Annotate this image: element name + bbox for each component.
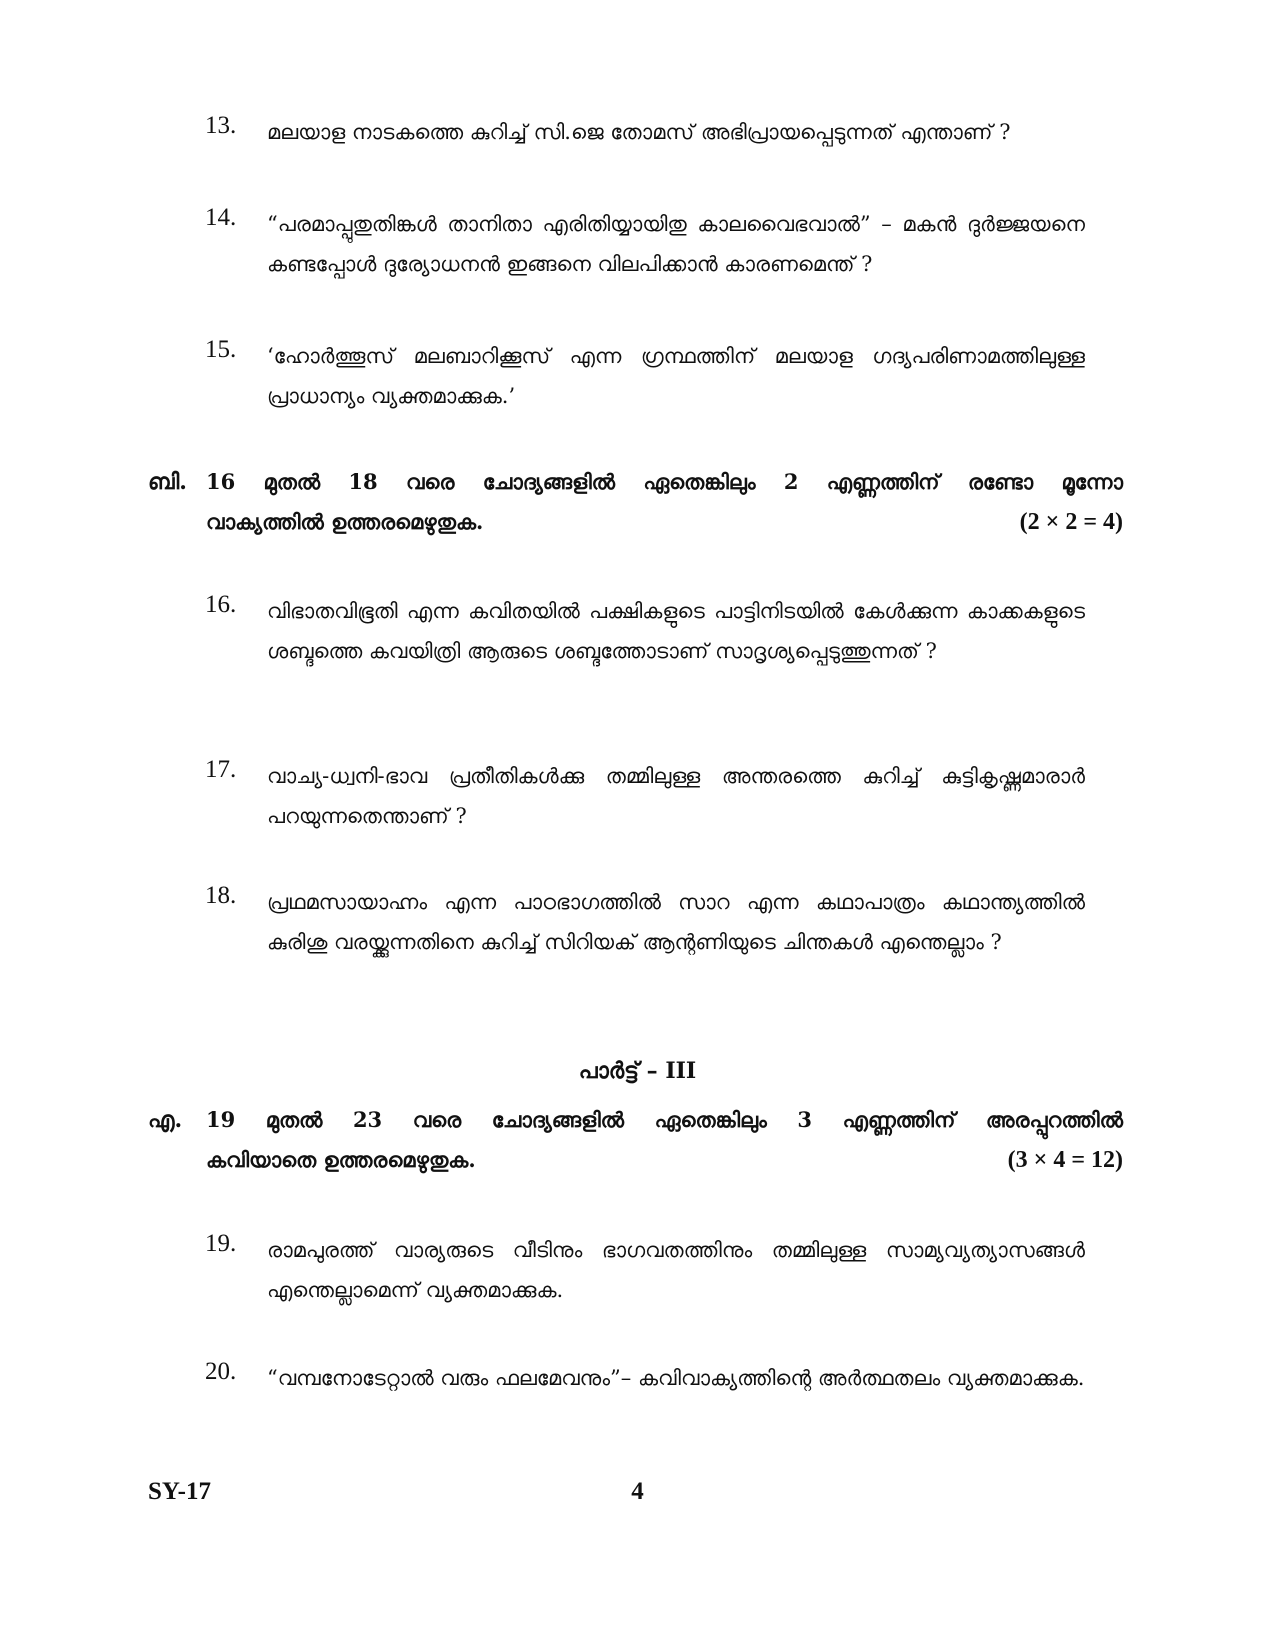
section-instruction: 16 മുതൽ 18 വരെ ചോദ്യങ്ങളിൽ ഏതെങ്കിലും 2 എണ്ണത്തിന് രണ്ടോ മൂന്നോ bbox=[206, 469, 1123, 494]
part-title: പാർട്ട് – III bbox=[578, 1058, 697, 1084]
section-label: ബി. bbox=[148, 469, 187, 495]
question-number: 14. bbox=[205, 204, 237, 231]
question-number: 19. bbox=[205, 1230, 237, 1257]
question-text: പ്രഥമസായാഹ്നം എന്ന പാഠഭാഗത്തിൽ സാറ എന്ന കഥാപാത്രം കഥാന്ത്യത്തിൽ കുരിശു വരയ്ക്കുന്നതിനെ കുറിച്ച് സിറിയക് ആന്റണിയുടെ ചിന്തകൾ എന്തെല്ലാം ? bbox=[267, 890, 1085, 954]
section-b-heading bbox=[148, 462, 1123, 542]
question-text: “പരമാപ്പുതുതിങ്കൾ താനിതാ എരിതിയ്യായിതു കാലവൈഭവാൽ” – മകൻ ദുർജ്ജയനെ കണ്ടപ്പോൾ ദുര്യോധനൻ ഇങ്ങനെ വിലപിക്കാൻ കാരണമെന്ത് ? bbox=[267, 212, 1085, 276]
question-17 bbox=[205, 756, 1085, 836]
question-text: “വമ്പനോടേറ്റാൽ വരും ഫലമേവനും”– കവിവാക്യത്തിന്റെ അർത്ഥതലം വ്യക്തമാക്കുക. bbox=[267, 1366, 1085, 1390]
question-13 bbox=[205, 112, 1085, 152]
question-number: 16. bbox=[205, 591, 237, 618]
question-number: 13. bbox=[205, 112, 237, 139]
question-number: 15. bbox=[205, 336, 237, 363]
marks-scheme: (3 × 4 = 12) bbox=[1007, 1147, 1123, 1173]
question-number: 17. bbox=[205, 756, 237, 783]
question-number: 20. bbox=[205, 1358, 237, 1385]
question-text: ‘ഹോർത്തൂസ് മലബാറിക്കൂസ് എന്ന ഗ്രന്ഥത്തിന് മലയാള ഗദ്യപരിണാമത്തിലുള്ള പ്രാധാന്യം വ്യക്തമാക്കുക.’ bbox=[267, 344, 1085, 408]
paper-code: SY-17 bbox=[148, 1478, 211, 1505]
section-instruction: 19 മുതൽ 23 വരെ ചോദ്യങ്ങളിൽ ഏതെങ്കിലും 3 എണ്ണത്തിന് അരപ്പുറത്തിൽ bbox=[206, 1107, 1123, 1132]
question-text: രാമപുരത്ത് വാര്യരുടെ വീടിനും ഭാഗവതത്തിനും തമ്മിലുള്ള സാമ്യവ്യത്യാസങ്ങൾ എന്തെല്ലാമെന്ന് വ്യക്തമാക്കുക. bbox=[267, 1238, 1085, 1302]
question-20 bbox=[205, 1358, 1085, 1398]
question-15 bbox=[205, 336, 1085, 416]
question-number: 18. bbox=[205, 882, 237, 909]
question-19 bbox=[205, 1230, 1085, 1310]
section-label: എ. bbox=[148, 1107, 183, 1133]
question-14 bbox=[205, 204, 1085, 284]
question-18 bbox=[205, 882, 1085, 962]
page-number: 4 bbox=[631, 1478, 644, 1505]
marks-scheme: (2 × 2 = 4) bbox=[1019, 509, 1123, 535]
section-instruction-cont: കവിയാതെ ഉത്തരമെഴുതുക. bbox=[206, 1147, 476, 1172]
section-instruction-cont: വാക്യത്തിൽ ഉത്തരമെഴുതുക. bbox=[206, 509, 484, 534]
question-16 bbox=[205, 591, 1085, 671]
section-a-heading bbox=[148, 1100, 1123, 1180]
question-text: വാച്യ-ധ്വനി-ഭാവ പ്രതീതികൾക്കു തമ്മിലുള്ള അന്തരത്തെ കുറിച്ച് കുട്ടികൃഷ്ണമാരാർ പറയുന്നതെന്താണ് ? bbox=[267, 764, 1085, 828]
question-text: വിഭാതവിഭൂതി എന്ന കവിതയിൽ പക്ഷികളുടെ പാട്ടിനിടയിൽ കേൾക്കുന്ന കാക്കകളുടെ ശബ്ദത്തെ കവയിത്രി ആരുടെ ശബ്ദത്തോടാണ് സാദൃശ്യപ്പെടുത്തുന്നത് ? bbox=[267, 599, 1085, 663]
question-text: മലയാള നാടകത്തെ കുറിച്ച് സി.ജെ തോമസ് അഭിപ്രായപ്പെടുന്നത് എന്താണ് ? bbox=[267, 120, 1011, 144]
